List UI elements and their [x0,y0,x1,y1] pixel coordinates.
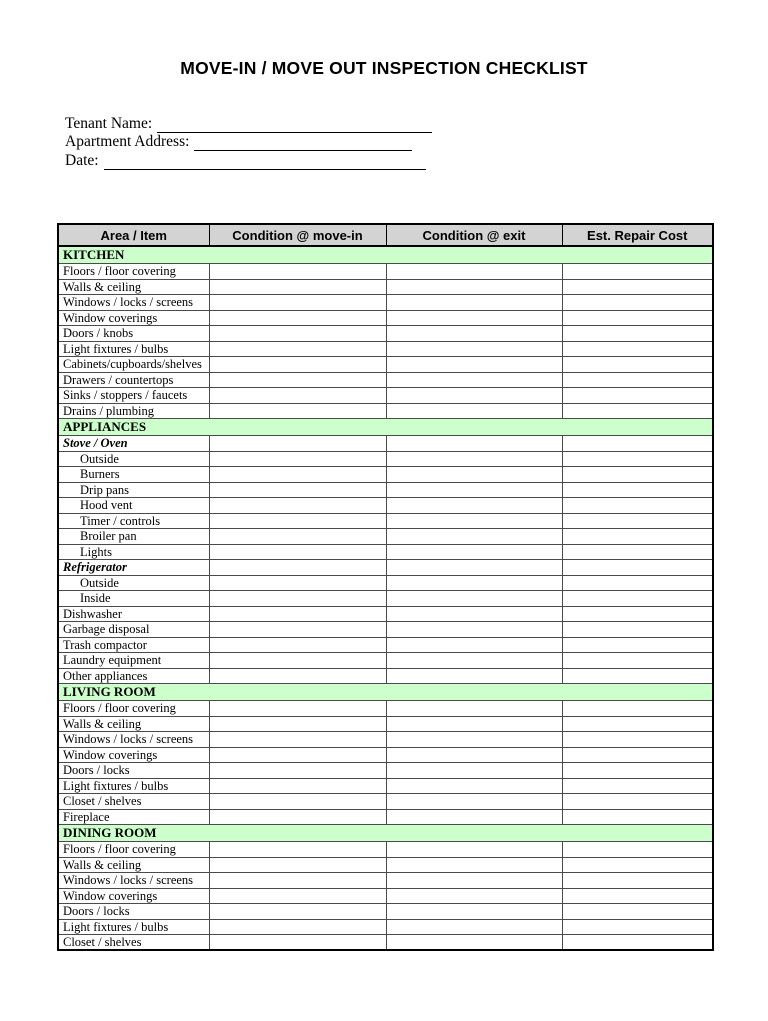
cell-condition-exit[interactable] [386,622,562,638]
cell-repair-cost[interactable] [562,403,713,419]
cell-condition-exit[interactable] [386,888,562,904]
cell-condition-exit[interactable] [386,436,562,452]
cell-repair-cost[interactable] [562,763,713,779]
cell-condition-exit[interactable] [386,295,562,311]
item-row [58,794,713,810]
cell-condition-move-in[interactable] [209,467,386,483]
column-header-condition-move-in: Condition @ move-in [209,224,386,246]
cell-condition-exit[interactable] [386,482,562,498]
item-label: Outside [58,451,209,467]
item-row [58,544,713,560]
cell-repair-cost[interactable] [562,264,713,280]
tenant-name-label: Tenant Name: [65,114,153,132]
cell-repair-cost[interactable] [562,747,713,763]
cell-condition-move-in[interactable] [209,544,386,560]
cell-repair-cost[interactable] [562,513,713,529]
apartment-address-row [65,133,432,152]
section-row-kitchen [58,246,713,264]
cell-condition-move-in[interactable] [209,904,386,920]
cell-condition-exit[interactable] [386,747,562,763]
cell-condition-move-in[interactable] [209,747,386,763]
item-label: Inside [58,591,209,607]
cell-repair-cost[interactable] [562,778,713,794]
cell-condition-move-in[interactable] [209,326,386,342]
item-label: Window coverings [58,888,209,904]
cell-condition-exit[interactable] [386,326,562,342]
cell-condition-move-in[interactable] [209,264,386,280]
item-label: Outside [58,575,209,591]
table-header-row [58,224,713,246]
item-label: Sinks / stoppers / faucets [58,388,209,404]
item-label: Walls & ceiling [58,857,209,873]
item-row [58,451,713,467]
cell-condition-exit[interactable] [386,842,562,858]
date-row [65,151,432,170]
cell-condition-move-in[interactable] [209,591,386,607]
cell-repair-cost[interactable] [562,436,713,452]
item-row [58,388,713,404]
item-row [58,591,713,607]
item-label: Window coverings [58,747,209,763]
item-row [58,606,713,622]
cell-condition-move-in[interactable] [209,529,386,545]
cell-condition-move-in[interactable] [209,668,386,684]
item-label: Doors / locks [58,904,209,920]
item-label: Fireplace [58,809,209,825]
cell-repair-cost[interactable] [562,842,713,858]
cell-condition-exit[interactable] [386,388,562,404]
item-label: Closet / shelves [58,935,209,951]
cell-condition-exit[interactable] [386,529,562,545]
cell-repair-cost[interactable] [562,637,713,653]
section-row-dining-room [58,825,713,842]
cell-condition-move-in[interactable] [209,842,386,858]
cell-condition-exit[interactable] [386,513,562,529]
item-row [58,668,713,684]
cell-repair-cost[interactable] [562,888,713,904]
cell-condition-exit[interactable] [386,372,562,388]
section-row-appliances [58,419,713,436]
cell-condition-move-in[interactable] [209,575,386,591]
item-label: Hood vent [58,498,209,514]
apartment-address-label: Apartment Address: [65,133,190,150]
page-title: MOVE-IN / MOVE OUT INSPECTION CHECKLIST [180,58,588,78]
item-row [58,341,713,357]
cell-condition-exit[interactable] [386,451,562,467]
item-label: Light fixtures / bulbs [58,919,209,935]
cell-repair-cost[interactable] [562,575,713,591]
item-label: Timer / controls [58,513,209,529]
cell-condition-exit[interactable] [386,560,562,576]
item-row [58,403,713,419]
item-label: Window coverings [58,310,209,326]
cell-repair-cost[interactable] [562,372,713,388]
cell-condition-move-in[interactable] [209,451,386,467]
cell-condition-exit[interactable] [386,857,562,873]
cell-condition-exit[interactable] [386,279,562,295]
item-label: Refrigerator [58,560,209,576]
item-label: Dishwasher [58,606,209,622]
cell-condition-exit[interactable] [386,403,562,419]
item-row [58,747,713,763]
item-label: Garbage disposal [58,622,209,638]
cell-repair-cost[interactable] [562,732,713,748]
item-row [58,372,713,388]
cell-condition-move-in[interactable] [209,794,386,810]
cell-condition-exit[interactable] [386,732,562,748]
cell-condition-move-in[interactable] [209,498,386,514]
section-row-living-room [58,684,713,701]
item-row [58,310,713,326]
item-row [58,264,713,280]
cell-repair-cost[interactable] [562,341,713,357]
section-label: LIVING ROOM [58,684,713,701]
cell-condition-exit[interactable] [386,591,562,607]
cell-condition-exit[interactable] [386,606,562,622]
cell-repair-cost[interactable] [562,591,713,607]
item-label: Windows / locks / screens [58,873,209,889]
column-header-est-repair-cost: Est. Repair Cost [562,224,713,246]
item-row [58,888,713,904]
item-row [58,482,713,498]
cell-condition-exit[interactable] [386,341,562,357]
cell-condition-move-in[interactable] [209,279,386,295]
cell-repair-cost[interactable] [562,357,713,373]
item-label: Trash compactor [58,637,209,653]
cell-condition-move-in[interactable] [209,919,386,935]
item-label: Light fixtures / bulbs [58,341,209,357]
cell-condition-exit[interactable] [386,794,562,810]
item-label: Floors / floor covering [58,701,209,717]
cell-repair-cost[interactable] [562,668,713,684]
cell-condition-move-in[interactable] [209,701,386,717]
cell-condition-exit[interactable] [386,701,562,717]
item-row [58,763,713,779]
inspection-checklist-table [57,223,714,951]
item-row [58,809,713,825]
item-label: Floors / floor covering [58,842,209,858]
cell-condition-move-in[interactable] [209,560,386,576]
cell-condition-exit[interactable] [386,310,562,326]
cell-condition-exit[interactable] [386,919,562,935]
cell-condition-exit[interactable] [386,716,562,732]
cell-condition-move-in[interactable] [209,436,386,452]
item-row [58,513,713,529]
item-row [58,653,713,669]
item-label: Laundry equipment [58,653,209,669]
item-row [58,732,713,748]
cell-condition-move-in[interactable] [209,716,386,732]
cell-repair-cost[interactable] [562,544,713,560]
cell-repair-cost[interactable] [562,809,713,825]
cell-repair-cost[interactable] [562,279,713,295]
cell-condition-move-in[interactable] [209,372,386,388]
cell-condition-move-in[interactable] [209,732,386,748]
item-label: Cabinets/cupboards/shelves [58,357,209,373]
cell-condition-move-in[interactable] [209,482,386,498]
cell-repair-cost[interactable] [562,794,713,810]
item-row [58,279,713,295]
cell-condition-move-in[interactable] [209,873,386,889]
item-row [58,842,713,858]
item-label: Floors / floor covering [58,264,209,280]
cell-repair-cost[interactable] [562,451,713,467]
item-row [58,701,713,717]
item-label: Doors / locks [58,763,209,779]
cell-condition-exit[interactable] [386,935,562,951]
item-label: Stove / Oven [58,436,209,452]
item-row [58,560,713,576]
cell-repair-cost[interactable] [562,310,713,326]
cell-repair-cost[interactable] [562,388,713,404]
cell-condition-exit[interactable] [386,904,562,920]
cell-repair-cost[interactable] [562,857,713,873]
cell-repair-cost[interactable] [562,653,713,669]
cell-condition-move-in[interactable] [209,513,386,529]
item-row [58,436,713,452]
item-row [58,357,713,373]
apartment-address-field[interactable] [194,137,412,151]
cell-condition-move-in[interactable] [209,935,386,951]
cell-condition-exit[interactable] [386,264,562,280]
item-label: Drains / plumbing [58,403,209,419]
cell-condition-move-in[interactable] [209,653,386,669]
item-row [58,935,713,951]
cell-condition-exit[interactable] [386,575,562,591]
item-row [58,575,713,591]
item-label: Drawers / countertops [58,372,209,388]
item-row [58,919,713,935]
cell-condition-exit[interactable] [386,357,562,373]
cell-condition-exit[interactable] [386,467,562,483]
item-row [58,873,713,889]
section-label: APPLIANCES [58,419,713,436]
cell-condition-move-in[interactable] [209,403,386,419]
cell-condition-move-in[interactable] [209,778,386,794]
cell-repair-cost[interactable] [562,606,713,622]
cell-condition-move-in[interactable] [209,622,386,638]
item-label: Light fixtures / bulbs [58,778,209,794]
section-label: DINING ROOM [58,825,713,842]
item-label: Windows / locks / screens [58,295,209,311]
cell-condition-move-in[interactable] [209,388,386,404]
item-label: Broiler pan [58,529,209,545]
cell-condition-exit[interactable] [386,809,562,825]
cell-repair-cost[interactable] [562,295,713,311]
cell-repair-cost[interactable] [562,935,713,951]
cell-repair-cost[interactable] [562,701,713,717]
cell-repair-cost[interactable] [562,622,713,638]
cell-condition-move-in[interactable] [209,763,386,779]
item-row [58,778,713,794]
cell-repair-cost[interactable] [562,498,713,514]
item-label: Walls & ceiling [58,279,209,295]
cell-repair-cost[interactable] [562,482,713,498]
item-row [58,295,713,311]
tenant-info-form [65,114,432,170]
column-header-condition-exit: Condition @ exit [386,224,562,246]
item-label: Closet / shelves [58,794,209,810]
item-label: Drip pans [58,482,209,498]
cell-condition-move-in[interactable] [209,357,386,373]
date-label: Date: [65,151,99,169]
cell-condition-exit[interactable] [386,668,562,684]
cell-condition-move-in[interactable] [209,637,386,653]
item-row [58,857,713,873]
cell-condition-move-in[interactable] [209,295,386,311]
cell-condition-exit[interactable] [386,653,562,669]
cell-condition-move-in[interactable] [209,341,386,357]
date-field[interactable] [104,156,426,170]
tenant-name-row [65,114,432,133]
cell-condition-move-in[interactable] [209,857,386,873]
cell-repair-cost[interactable] [562,529,713,545]
item-label: Burners [58,467,209,483]
item-row [58,637,713,653]
cell-repair-cost[interactable] [562,873,713,889]
cell-repair-cost[interactable] [562,716,713,732]
item-label: Windows / locks / screens [58,732,209,748]
cell-condition-move-in[interactable] [209,888,386,904]
cell-condition-exit[interactable] [386,763,562,779]
item-label: Walls & ceiling [58,716,209,732]
item-row [58,622,713,638]
item-label: Doors / knobs [58,326,209,342]
item-row [58,716,713,732]
item-row [58,326,713,342]
cell-condition-exit[interactable] [386,778,562,794]
cell-condition-exit[interactable] [386,873,562,889]
item-row [58,498,713,514]
item-label: Lights [58,544,209,560]
cell-condition-move-in[interactable] [209,310,386,326]
cell-repair-cost[interactable] [562,326,713,342]
checklist-table-body [58,246,713,950]
cell-condition-move-in[interactable] [209,606,386,622]
tenant-name-field[interactable] [157,119,432,133]
section-label: KITCHEN [58,246,713,264]
column-header-area-item: Area / Item [58,224,209,246]
item-row [58,529,713,545]
cell-repair-cost[interactable] [562,467,713,483]
cell-repair-cost[interactable] [562,904,713,920]
item-label: Other appliances [58,668,209,684]
cell-repair-cost[interactable] [562,919,713,935]
cell-repair-cost[interactable] [562,560,713,576]
cell-condition-exit[interactable] [386,544,562,560]
cell-condition-exit[interactable] [386,498,562,514]
cell-condition-exit[interactable] [386,637,562,653]
cell-condition-move-in[interactable] [209,809,386,825]
item-row [58,904,713,920]
item-row [58,467,713,483]
